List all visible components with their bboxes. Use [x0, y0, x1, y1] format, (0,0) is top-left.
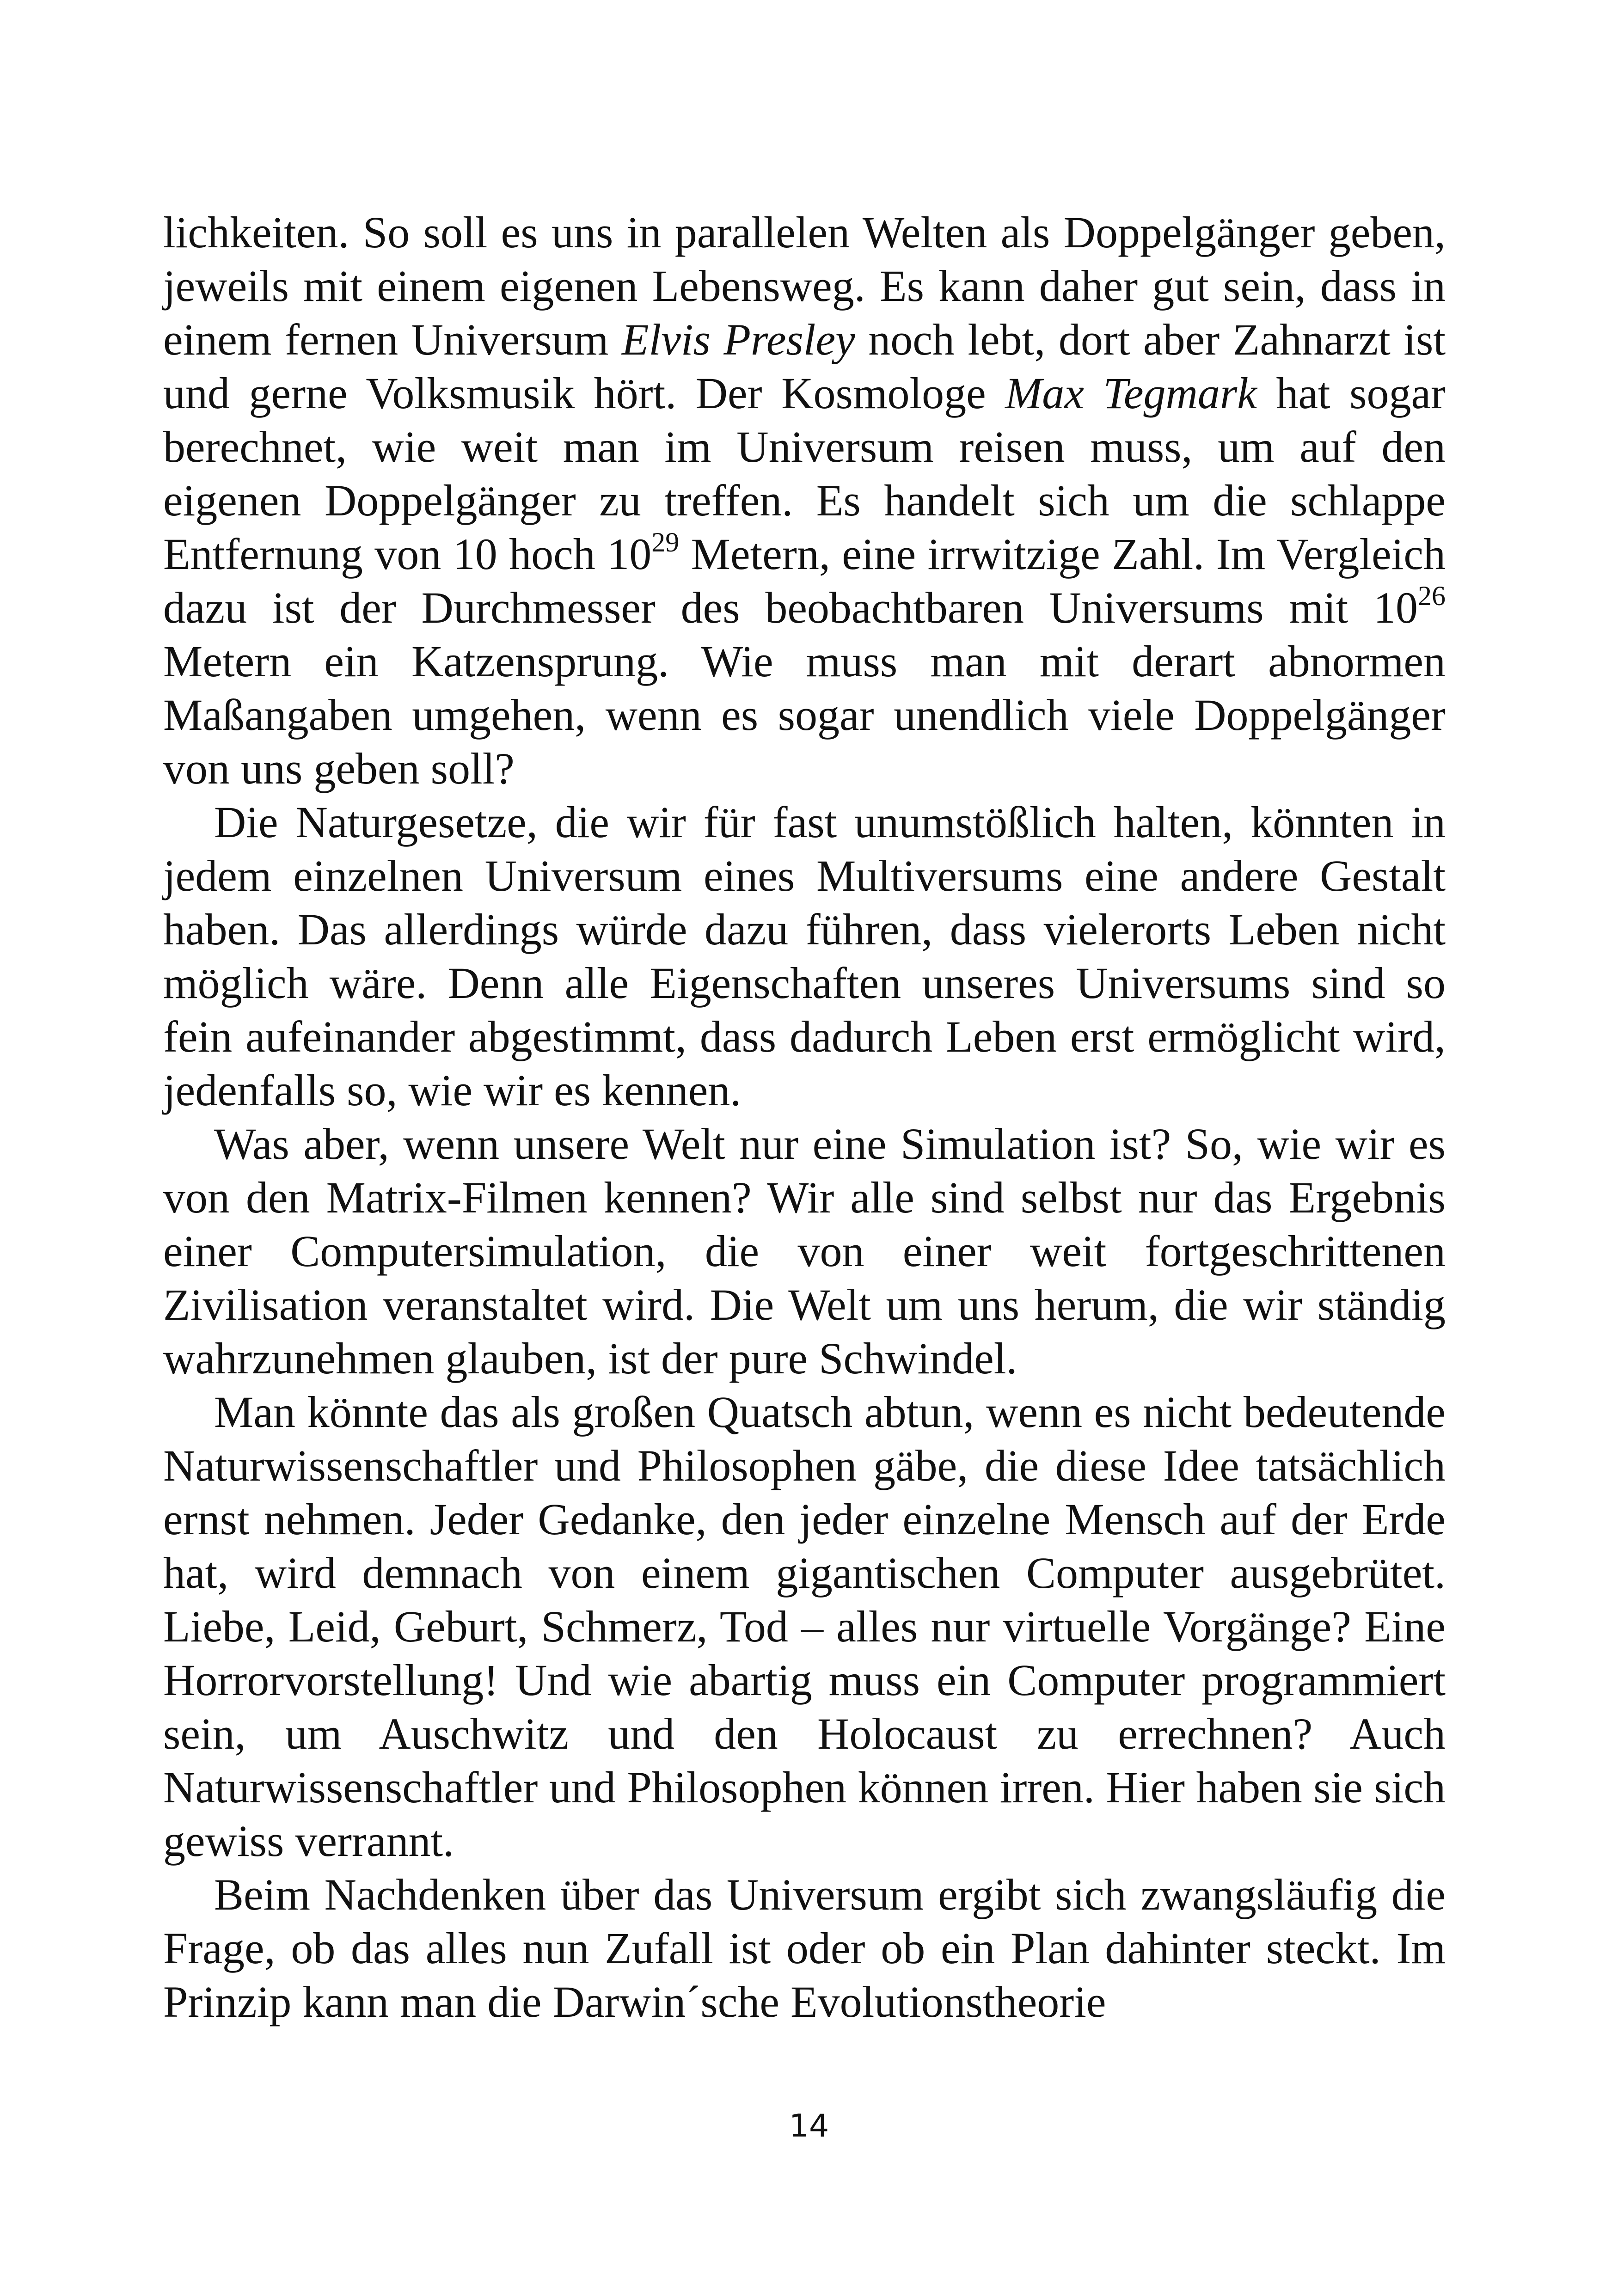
text-run: Man könnte das als großen Quatsch abtun, wenn es nicht bedeutende Naturwissenschaftler und Philosophen gäbe, die diese Idee tatsächlich ernst nehmen. Jeder Gedanke, den jeder einzelne Mensch auf der Erde hat, wird demnach von einem gigantischen Computer ausgebrütet. Liebe, Leid, Geburt, Schmerz, Tod – alles nur virtuelle Vorgänge? Eine Horrorvorstellung! Und wie abartig muss ein Computer programmiert sein, um Auschwitz und den Holocaust zu errechnen? Auch Naturwissenschaftler und Philosophen können irren. Hier haben sie sich gewiss verrannt.: [163, 1387, 1446, 1866]
page-number: 14: [789, 2108, 829, 2144]
text-run: noch lebt, dort aber Zahnarzt ist und gerne Volksmusik hört. Der Kosmologe: [163, 315, 1446, 418]
text-run: Metern, eine irrwitzige Zahl. Im Vergleich dazu ist der Durchmesser des beobachtbaren Universums mit 10: [163, 529, 1446, 632]
paragraph: [163, 1385, 1446, 1868]
italic-name: Elvis Presley: [621, 315, 855, 364]
exponent: 26: [1418, 581, 1446, 611]
paragraph: [163, 796, 1446, 1117]
text-run: Die Naturgesetze, die wir für fast unumstößlich halten, könnten in jedem einzelnen Universum eines Multiversums eine andere Gestalt haben. Das allerdings würde dazu führen, dass vielerorts Leben nicht möglich wäre. Denn alle Eigenschaften unseres Universums sind so fein aufeinander abgestimmt, dass dadurch Leben erst ermöglicht wird, jedenfalls so, wie wir es kennen.: [163, 797, 1446, 1115]
text-run: Metern ein Katzensprung. Wie muss man mit derart abnormen Maßangaben umgehen, wenn es sogar unendlich viele Doppelgänger von uns geben soll?: [163, 637, 1446, 793]
text-run: Beim Nachdenken über das Universum ergibt sich zwangsläufig die Frage, ob das alles nun Zufall ist oder ob ein Plan dahinter steckt. Im Prinzip kann man die Darwin´sche Evolutionstheorie: [163, 1870, 1446, 2027]
paragraph: [163, 1117, 1446, 1385]
exponent: 29: [651, 527, 680, 557]
paragraph: [163, 206, 1446, 796]
italic-name: Max Tegmark: [1005, 368, 1257, 418]
body-text: [163, 206, 1446, 2029]
text-run: Was aber, wenn unsere Welt nur eine Simulation ist? So, wie wir es von den Matrix-Filmen kennen? Wir alle sind selbst nur das Ergebnis einer Computersimulation, die von einer weit fortgeschrittenen Zivilisation veranstaltet wird. Die Welt um uns herum, die wir ständig wahrzunehmen glauben, ist der pure Schwindel.: [163, 1119, 1446, 1383]
paragraph: [163, 1868, 1446, 2029]
text-run: lichkeiten. So soll es uns in parallelen Welten als Doppelgänger geben, jeweils mit einem eigenen Lebensweg. Es kann daher gut sein, dass in einem fernen Universum: [163, 208, 1446, 364]
text-run: hat sogar berechnet, wie weit man im Universum reisen muss, um auf den eigenen Doppelgänger zu treffen. Es handelt sich um die schlappe Entfernung von 10 hoch 10: [163, 368, 1446, 579]
